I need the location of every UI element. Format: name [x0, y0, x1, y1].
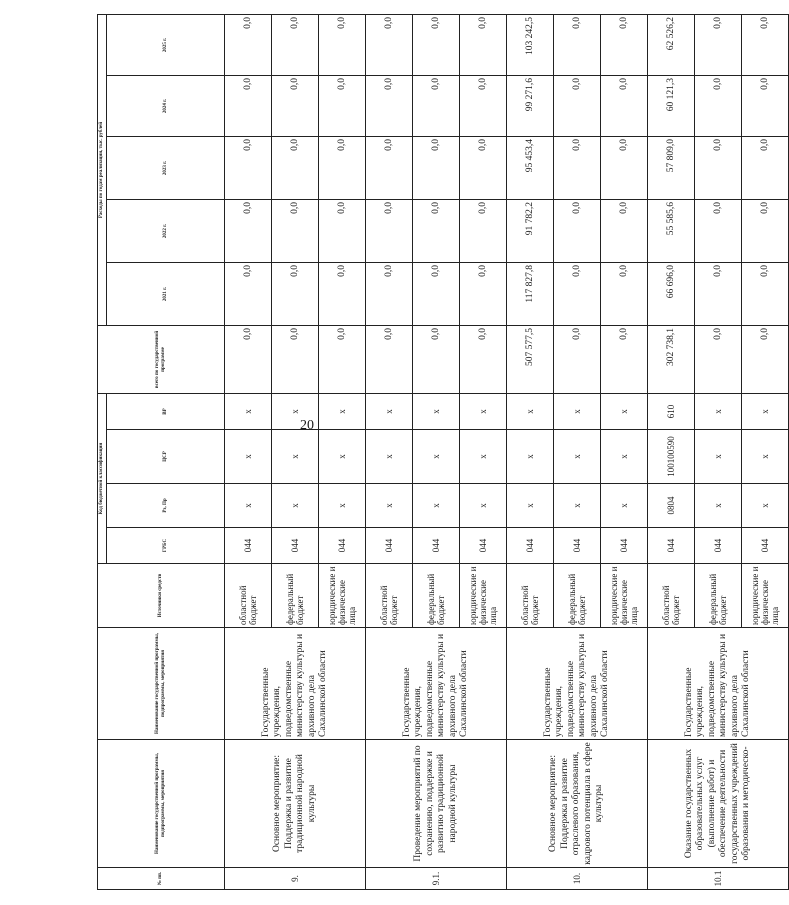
- funding-source: юридические и физические лица: [601, 564, 648, 628]
- csr-code: х: [319, 430, 366, 484]
- value-2024: 0,0: [742, 76, 789, 137]
- executor: Государственные учреждения, подведомственные министерству культуры и архивного дела Сахалинской области: [507, 628, 648, 740]
- funding-source: областной бюджет: [366, 564, 413, 628]
- value-2024: 0,0: [413, 76, 460, 137]
- rzpr-code: х: [742, 484, 789, 528]
- total-value: 0,0: [272, 326, 319, 394]
- total-value: 0,0: [554, 326, 601, 394]
- value-2024: 0,0: [695, 76, 742, 137]
- funding-source: юридические и физические лица: [319, 564, 366, 628]
- grbs-code: 044: [648, 528, 695, 564]
- value-2024: 60 121,3: [648, 76, 695, 137]
- total-value: 0,0: [413, 326, 460, 394]
- value-2023: 0,0: [742, 137, 789, 200]
- table-header-row: [98, 14, 107, 889]
- value-2024: 99 271,6: [507, 76, 554, 137]
- value-2021: 0,0: [225, 263, 272, 326]
- row-number: 10.: [507, 868, 648, 890]
- value-2024: 0,0: [460, 76, 507, 137]
- value-2025: 0,0: [554, 14, 601, 75]
- rzpr-code: х: [272, 484, 319, 528]
- value-2023: 0,0: [366, 137, 413, 200]
- header-vr: ВР: [107, 394, 225, 430]
- value-2025: 0,0: [366, 14, 413, 75]
- csr-code: х: [366, 430, 413, 484]
- value-2022: 0,0: [366, 200, 413, 263]
- vr-code: х: [695, 394, 742, 430]
- total-value: 507 577,5: [507, 326, 554, 394]
- group-10-1: [648, 14, 789, 889]
- group-9-1: [366, 14, 507, 889]
- value-2025: 0,0: [225, 14, 272, 75]
- row-number: 9.1.: [366, 868, 507, 890]
- value-2023: 57 809,0: [648, 137, 695, 200]
- csr-code: х: [554, 430, 601, 484]
- header-2022: 2022 г.: [107, 200, 225, 263]
- value-2025: 0,0: [601, 14, 648, 75]
- executor: Государственные учреждения, подведомственные министерству культуры и архивного дела Сахалинской области: [366, 628, 507, 740]
- value-2021: 117 827,8: [507, 263, 554, 326]
- rzpr-code: х: [366, 484, 413, 528]
- value-2025: 62 526,2: [648, 14, 695, 75]
- csr-code: х: [507, 430, 554, 484]
- value-2021: 0,0: [601, 263, 648, 326]
- header-2025: 2025 г.: [107, 14, 225, 75]
- table-row: [225, 14, 272, 889]
- funding-source: областной бюджет: [648, 564, 695, 628]
- value-2023: 0,0: [225, 137, 272, 200]
- vr-code: х: [225, 394, 272, 430]
- grbs-code: 044: [695, 528, 742, 564]
- funding-source: федеральный бюджет: [695, 564, 742, 628]
- rzpr-code: х: [319, 484, 366, 528]
- page-number: 20: [300, 418, 314, 433]
- funding-source: юридические и физические лица: [460, 564, 507, 628]
- vr-code: х: [272, 394, 319, 430]
- csr-code: х: [601, 430, 648, 484]
- value-2021: 0,0: [460, 263, 507, 326]
- grbs-code: 044: [601, 528, 648, 564]
- total-value: 0,0: [319, 326, 366, 394]
- value-2021: 0,0: [319, 263, 366, 326]
- value-2021: 0,0: [413, 263, 460, 326]
- total-value: 0,0: [460, 326, 507, 394]
- rzpr-code: 0804: [648, 484, 695, 528]
- funding-source: федеральный бюджет: [554, 564, 601, 628]
- csr-code: х: [695, 430, 742, 484]
- rzpr-code: х: [460, 484, 507, 528]
- value-2025: 103 242,5: [507, 14, 554, 75]
- value-2024: 0,0: [225, 76, 272, 137]
- vr-code: х: [460, 394, 507, 430]
- header-total: всего по государственной программе: [98, 326, 225, 394]
- value-2022: 0,0: [319, 200, 366, 263]
- value-2024: 0,0: [554, 76, 601, 137]
- header-years-group: Расходы по годам реализации, тыс. рублей: [98, 14, 107, 325]
- value-2025: 0,0: [460, 14, 507, 75]
- total-value: 0,0: [601, 326, 648, 394]
- value-2024: 0,0: [319, 76, 366, 137]
- vr-code: х: [554, 394, 601, 430]
- value-2023: 0,0: [413, 137, 460, 200]
- rzpr-code: х: [507, 484, 554, 528]
- header-2024: 2024 г.: [107, 76, 225, 137]
- budget-sheet: [97, 15, 780, 890]
- funding-source: федеральный бюджет: [413, 564, 460, 628]
- rzpr-code: х: [695, 484, 742, 528]
- measure-name: Проведение мероприятий по сохранению, поддержке и развитию традиционной народной культуры: [366, 740, 507, 868]
- header-grbs: ГРБС: [107, 528, 225, 564]
- value-2021: 0,0: [554, 263, 601, 326]
- value-2022: 0,0: [742, 200, 789, 263]
- header-2021: 2021 г.: [107, 263, 225, 326]
- rzpr-code: х: [554, 484, 601, 528]
- row-number: 9.: [225, 868, 366, 890]
- grbs-code: 044: [554, 528, 601, 564]
- group-10: [507, 14, 648, 889]
- total-value: 0,0: [225, 326, 272, 394]
- total-value: 0,0: [695, 326, 742, 394]
- vr-code: х: [507, 394, 554, 430]
- table-row: [366, 14, 413, 889]
- value-2023: 0,0: [695, 137, 742, 200]
- value-2025: 0,0: [272, 14, 319, 75]
- grbs-code: 044: [366, 528, 413, 564]
- table-row: [507, 14, 554, 889]
- value-2022: 0,0: [272, 200, 319, 263]
- grbs-code: 044: [742, 528, 789, 564]
- value-2025: 0,0: [413, 14, 460, 75]
- csr-code: х: [225, 430, 272, 484]
- value-2025: 0,0: [742, 14, 789, 75]
- row-number: 10.1: [648, 868, 789, 890]
- funding-source: федеральный бюджет: [272, 564, 319, 628]
- header-executor: Наименование государственной программы, подпрограммы, мероприятия: [98, 628, 225, 740]
- csr-code: 100100590: [648, 430, 695, 484]
- value-2025: 0,0: [319, 14, 366, 75]
- vr-code: х: [601, 394, 648, 430]
- value-2022: 0,0: [460, 200, 507, 263]
- value-2023: 0,0: [554, 137, 601, 200]
- total-value: 0,0: [742, 326, 789, 394]
- value-2023: 0,0: [460, 137, 507, 200]
- csr-code: х: [413, 430, 460, 484]
- value-2021: 0,0: [742, 263, 789, 326]
- value-2023: 0,0: [319, 137, 366, 200]
- measure-name: Оказание государственных образовательных услуг (выполнение работ) и обеспечение деятельности государственных учреждений образования и методическо-: [648, 740, 789, 868]
- value-2022: 55 585,6: [648, 200, 695, 263]
- value-2023: 0,0: [272, 137, 319, 200]
- budget-table: [97, 14, 789, 890]
- value-2021: 66 696,0: [648, 263, 695, 326]
- header-name: Наименование государственной программы, подпрограммы, мероприятия: [98, 740, 225, 868]
- value-2022: 91 782,2: [507, 200, 554, 263]
- value-2022: 0,0: [601, 200, 648, 263]
- value-2021: 0,0: [366, 263, 413, 326]
- header-rzpr: Рз, Пр: [107, 484, 225, 528]
- header-num: № пп.: [98, 868, 225, 890]
- table-row: [648, 14, 695, 889]
- value-2023: 95 453,4: [507, 137, 554, 200]
- header-2023: 2023 г.: [107, 137, 225, 200]
- vr-code: х: [413, 394, 460, 430]
- group-9: [225, 14, 366, 889]
- rzpr-code: х: [601, 484, 648, 528]
- funding-source: областной бюджет: [507, 564, 554, 628]
- value-2024: 0,0: [272, 76, 319, 137]
- csr-code: х: [460, 430, 507, 484]
- vr-code: х: [366, 394, 413, 430]
- header-csr: ЦСР: [107, 430, 225, 484]
- measure-name: Основное мероприятие: Поддержка и развитие отраслевого образования, кадрового потенциала в сфере культуры: [507, 740, 648, 868]
- value-2024: 0,0: [601, 76, 648, 137]
- funding-source: областной бюджет: [225, 564, 272, 628]
- header-kbk-group: Код бюджетной классификации: [98, 394, 107, 564]
- value-2022: 0,0: [695, 200, 742, 263]
- value-2022: 0,0: [225, 200, 272, 263]
- grbs-code: 044: [413, 528, 460, 564]
- funding-source: юридические и физические лица: [742, 564, 789, 628]
- grbs-code: 044: [225, 528, 272, 564]
- value-2023: 0,0: [601, 137, 648, 200]
- total-value: 0,0: [366, 326, 413, 394]
- rzpr-code: х: [413, 484, 460, 528]
- measure-name: Основное мероприятие: Поддержка и развитие традиционной народной культуры: [225, 740, 366, 868]
- grbs-code: 044: [272, 528, 319, 564]
- header-source: Источники средств: [98, 564, 225, 628]
- executor: Государственные учреждения, подведомственные министерству культуры и архивного дела Сахалинской области: [225, 628, 366, 740]
- value-2022: 0,0: [413, 200, 460, 263]
- executor: Государственные учреждения, подведомственные министерству культуры и архивного дела Сахалинской области: [648, 628, 789, 740]
- rzpr-code: х: [225, 484, 272, 528]
- value-2022: 0,0: [554, 200, 601, 263]
- vr-code: 610: [648, 394, 695, 430]
- value-2025: 0,0: [695, 14, 742, 75]
- csr-code: х: [742, 430, 789, 484]
- csr-code: х: [272, 430, 319, 484]
- grbs-code: 044: [319, 528, 366, 564]
- value-2024: 0,0: [366, 76, 413, 137]
- grbs-code: 044: [507, 528, 554, 564]
- value-2021: 0,0: [272, 263, 319, 326]
- vr-code: х: [742, 394, 789, 430]
- vr-code: х: [319, 394, 366, 430]
- value-2021: 0,0: [695, 263, 742, 326]
- grbs-code: 044: [460, 528, 507, 564]
- total-value: 302 738,1: [648, 326, 695, 394]
